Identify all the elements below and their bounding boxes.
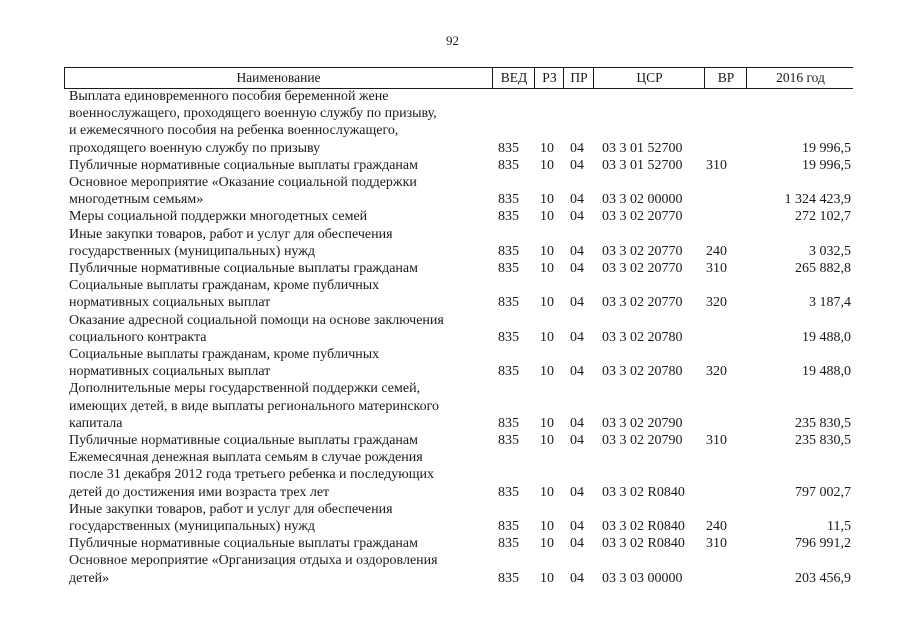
row-rz: 10 [540, 364, 554, 380]
row-csr: 03 3 02 20770 [602, 209, 683, 225]
row-name: Социальные выплаты гражданам, кроме публичных нормативных социальных выплат [69, 278, 380, 311]
row-pr: 04 [570, 192, 584, 208]
row-name: Публичные нормативные социальные выплаты гражданам [69, 157, 418, 173]
row-csr: 03 3 03 00000 [602, 570, 683, 586]
row-ved: 835 [498, 209, 519, 225]
row-ved: 835 [498, 484, 519, 500]
table-row [0, 260, 905, 277]
table-row [0, 346, 905, 380]
table-row [0, 312, 905, 346]
header-vr: ВР [704, 68, 747, 88]
row-csr: 03 3 02 00000 [602, 192, 683, 208]
table-row [0, 552, 905, 586]
row-vr: 320 [706, 295, 727, 311]
row-csr: 03 3 01 52700 [602, 140, 683, 156]
row-ved: 835 [498, 536, 519, 552]
row-sum: 19 488,0 [802, 329, 851, 345]
header-rz: РЗ [534, 68, 564, 88]
row-sum: 203 456,9 [795, 570, 851, 586]
row-pr: 04 [570, 261, 584, 277]
row-name: Меры социальной поддержки многодетных семей [69, 209, 368, 225]
row-csr: 03 3 02 20770 [602, 295, 683, 311]
row-rz: 10 [540, 243, 554, 259]
row-pr: 04 [570, 364, 584, 380]
row-name: Оказание адресной социальной помощи на основе заключения социального контракта [69, 312, 444, 345]
row-sum: 1 324 423,9 [784, 192, 851, 208]
row-vr: 310 [706, 261, 727, 277]
row-rz: 10 [540, 415, 554, 431]
row-sum: 797 002,7 [795, 484, 851, 500]
row-sum: 272 102,7 [795, 209, 851, 225]
table-row [0, 449, 905, 501]
header-name: Наименование [236, 70, 321, 85]
table-row [0, 157, 905, 174]
row-csr: 03 3 02 R0840 [602, 536, 685, 552]
row-name: Иные закупки товаров, работ и услуг для обеспечения государственных (муниципальных) нужд [69, 226, 393, 259]
row-sum: 235 830,5 [795, 433, 851, 449]
table-row [0, 277, 905, 311]
table-row [0, 501, 905, 535]
row-sum: 19 996,5 [802, 157, 851, 173]
row-rz: 10 [540, 157, 554, 173]
table-body [0, 88, 905, 587]
row-rz: 10 [540, 536, 554, 552]
row-name: Иные закупки товаров, работ и услуг для обеспечения государственных (муниципальных) нужд [69, 501, 393, 535]
row-pr: 04 [570, 157, 584, 173]
row-csr: 03 3 01 52700 [602, 157, 683, 173]
row-name: Ежемесячная денежная выплата семьям в случае рождения после 31 декабря 2012 года третьего ребенка и последующих детей до достижения ими возраста трех лет [69, 450, 434, 500]
row-pr: 04 [570, 519, 584, 535]
row-rz: 10 [540, 209, 554, 225]
row-ved: 835 [498, 364, 519, 380]
table-row [0, 380, 905, 432]
row-sum: 19 996,5 [802, 140, 851, 156]
row-rz: 10 [540, 261, 554, 277]
row-csr: 03 3 02 20780 [602, 329, 683, 345]
header-ved: ВЕД [492, 68, 535, 88]
row-name: Основное мероприятие «Организация отдыха и оздоровления детей» [69, 553, 438, 586]
row-rz: 10 [540, 192, 554, 208]
row-rz: 10 [540, 570, 554, 586]
header-csr: ЦСР [593, 68, 705, 88]
row-vr: 240 [706, 243, 727, 259]
row-pr: 04 [570, 536, 584, 552]
row-ved: 835 [498, 157, 519, 173]
row-rz: 10 [540, 140, 554, 156]
row-sum: 235 830,5 [795, 415, 851, 431]
row-sum: 11,5 [827, 519, 851, 535]
row-csr: 03 3 02 20780 [602, 364, 683, 380]
row-ved: 835 [498, 329, 519, 345]
row-vr: 320 [706, 364, 727, 380]
row-ved: 835 [498, 192, 519, 208]
row-ved: 835 [498, 570, 519, 586]
row-vr: 310 [706, 433, 727, 449]
row-ved: 835 [498, 519, 519, 535]
row-pr: 04 [570, 140, 584, 156]
row-sum: 796 991,2 [795, 536, 851, 552]
row-vr: 310 [706, 157, 727, 173]
table-row [0, 432, 905, 449]
row-pr: 04 [570, 329, 584, 345]
header-pr: ПР [563, 68, 594, 88]
table-row [0, 226, 905, 260]
row-ved: 835 [498, 243, 519, 259]
row-vr: 310 [706, 536, 727, 552]
row-rz: 10 [540, 433, 554, 449]
row-rz: 10 [540, 519, 554, 535]
row-rz: 10 [540, 484, 554, 500]
row-ved: 835 [498, 415, 519, 431]
row-csr: 03 3 02 R0840 [602, 484, 685, 500]
row-pr: 04 [570, 209, 584, 225]
row-sum: 3 187,4 [809, 295, 851, 311]
header-sum: 2016 год [746, 68, 854, 88]
row-csr: 03 3 02 20790 [602, 433, 683, 449]
row-name: Публичные нормативные социальные выплаты гражданам [69, 536, 418, 552]
row-ved: 835 [498, 433, 519, 449]
row-sum: 19 488,0 [802, 364, 851, 380]
row-csr: 03 3 02 R0840 [602, 519, 685, 535]
row-name: Выплата единовременного пособия беременной жене военнослужащего, проходящего военную службу по призыву, и ежемесячного пособия на ребенка военнослужащего, проходящего военную службу по призыву [69, 89, 437, 156]
row-csr: 03 3 02 20770 [602, 261, 683, 277]
row-rz: 10 [540, 295, 554, 311]
table-row [0, 88, 905, 157]
page-number: 92 [446, 33, 459, 48]
row-pr: 04 [570, 295, 584, 311]
row-name: Публичные нормативные социальные выплаты гражданам [69, 261, 418, 277]
row-name: Социальные выплаты гражданам, кроме публичных нормативных социальных выплат [69, 347, 380, 380]
table-row [0, 535, 905, 552]
row-sum: 3 032,5 [809, 243, 851, 259]
row-ved: 835 [498, 261, 519, 277]
row-ved: 835 [498, 295, 519, 311]
row-pr: 04 [570, 415, 584, 431]
row-ved: 835 [498, 140, 519, 156]
row-name: Дополнительные меры государственной поддержки семей, имеющих детей, в виде выплаты регионального материнского капитала [69, 381, 440, 431]
table-header [64, 67, 853, 89]
row-rz: 10 [540, 329, 554, 345]
row-name: Публичные нормативные социальные выплаты гражданам [69, 433, 418, 449]
row-pr: 04 [570, 570, 584, 586]
table-row [0, 174, 905, 208]
row-pr: 04 [570, 484, 584, 500]
row-name: Основное мероприятие «Оказание социальной поддержки многодетным семьям» [69, 175, 417, 208]
row-pr: 04 [570, 243, 584, 259]
row-pr: 04 [570, 433, 584, 449]
row-csr: 03 3 02 20770 [602, 243, 683, 259]
table-row [0, 208, 905, 225]
row-vr: 240 [706, 519, 727, 535]
row-sum: 265 882,8 [795, 261, 851, 277]
row-csr: 03 3 02 20790 [602, 415, 683, 431]
